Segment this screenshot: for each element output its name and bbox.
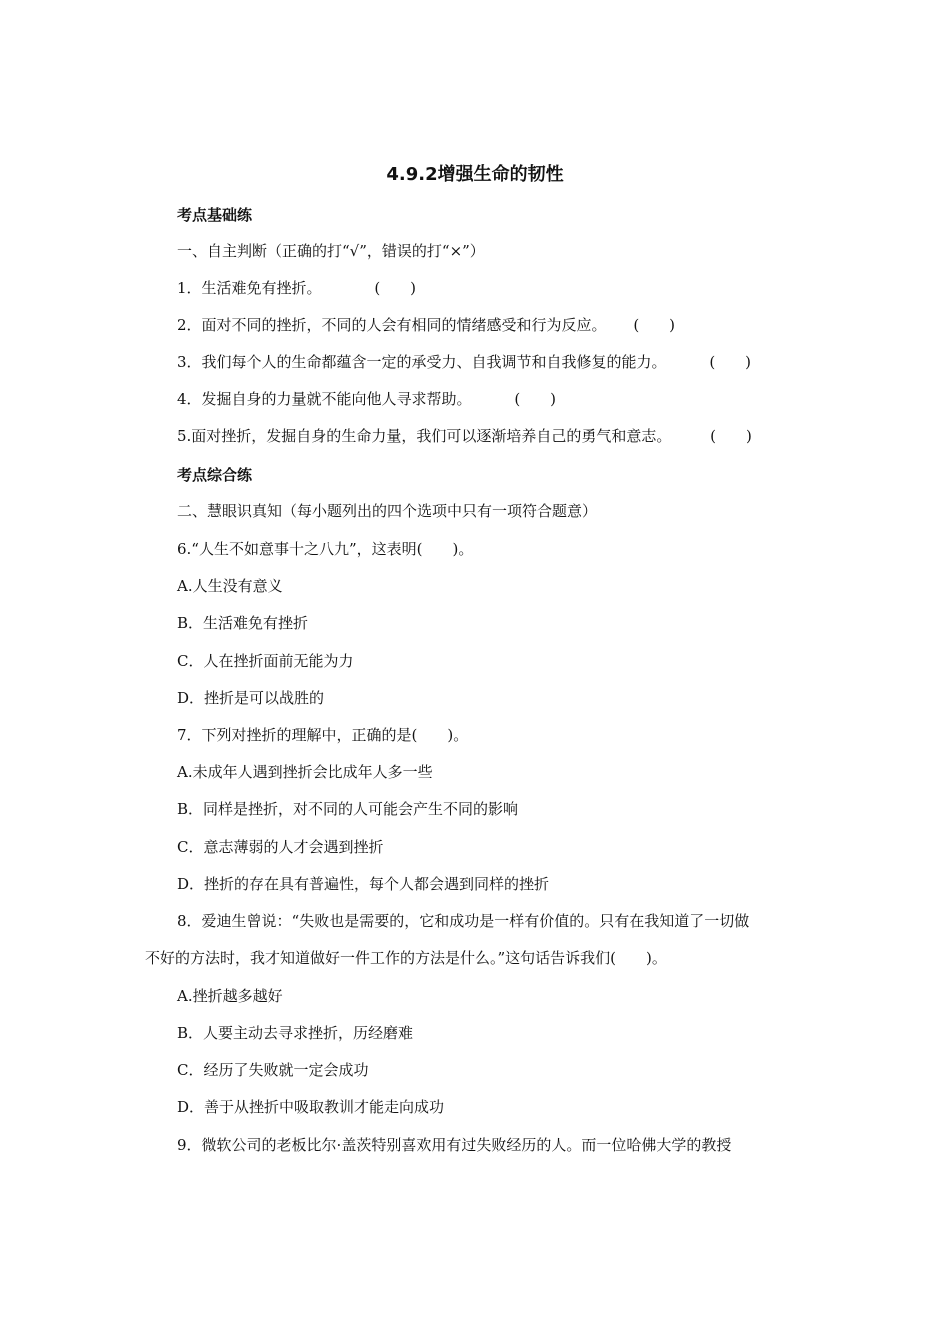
judgment-item-5 (177, 425, 752, 447)
section-instruction-judgment: 一、自主判断（正确的打“√”，错误的打“×”） (177, 242, 485, 260)
question-6-option-d: D．挫折是可以战胜的 (177, 689, 325, 707)
judgment-text: 1．生活难免有挫折。 (177, 279, 322, 297)
answer-blank: ( ) (709, 353, 752, 371)
page-title: 4.9.2增强生命的韧性 (386, 164, 564, 185)
question-6-option-b: B．生活难免有挫折 (177, 614, 309, 632)
question-7-stem: 7．下列对挫折的理解中，正确的是( )。 (177, 726, 469, 744)
question-7-option-a: A.未成年人遇到挫折会比成年人多一些 (177, 763, 433, 781)
judgment-item-2 (177, 314, 675, 336)
judgment-text: 2．面对不同的挫折，不同的人会有相同的情绪感受和行为反应。 (177, 316, 607, 334)
question-6-stem: 6.“人生不如意事十之八九”，这表明( )。 (177, 540, 474, 558)
judgment-text: 3．我们每个人的生命都蕴含一定的承受力、自我调节和自我修复的能力。 (177, 353, 667, 371)
answer-blank: ( ) (633, 316, 676, 334)
question-7-option-b: B．同样是挫折，对不同的人可能会产生不同的影响 (177, 800, 519, 818)
answer-blank: ( ) (710, 427, 752, 445)
judgment-item-1 (177, 277, 416, 299)
question-7-option-c: C．意志薄弱的人才会遇到挫折 (177, 838, 384, 856)
question-8-option-b: B．人要主动去寻求挫折，历经磨难 (177, 1024, 414, 1042)
question-8-stem-line1: 8．爱迪生曾说：“失败也是需要的，它和成功是一样有价值的。只有在我知道了一切做 (177, 912, 750, 930)
question-6-option-a: A.人生没有意义 (177, 577, 283, 595)
section-heading-basic: 考点基础练 (177, 206, 253, 224)
question-9-stem-line1: 9．微软公司的老板比尔·盖茨特别喜欢用有过失败经历的人。而一位哈佛大学的教授 (177, 1136, 732, 1154)
section-instruction-choice: 二、慧眼识真知（每小题列出的四个选项中只有一项符合题意） (177, 502, 598, 520)
question-8-option-d: D．善于从挫折中吸取教训才能走向成功 (177, 1098, 445, 1116)
answer-blank: ( ) (514, 390, 557, 408)
judgment-item-4 (177, 388, 556, 410)
question-8-stem-line2: 不好的方法时，我才知道做好一件工作的方法是什么。”这句话告诉我们( )。 (145, 949, 667, 967)
section-heading-comprehensive: 考点综合练 (177, 466, 253, 484)
question-8-option-a: A.挫折越多越好 (177, 987, 283, 1005)
answer-blank: ( ) (374, 279, 417, 297)
judgment-text: 4．发掘自身的力量就不能向他人寻求帮助。 (177, 390, 472, 408)
question-6-option-c: C．人在挫折面前无能为力 (177, 652, 354, 670)
question-8-option-c: C．经历了失败就一定会成功 (177, 1061, 369, 1079)
judgment-item-3 (177, 351, 751, 373)
question-7-option-d: D．挫折的存在具有普遍性，每个人都会遇到同样的挫折 (177, 875, 550, 893)
judgment-text: 5.面对挫折，发掘自身的生命力量，我们可以逐渐培养自己的勇气和意志。 (177, 427, 672, 445)
